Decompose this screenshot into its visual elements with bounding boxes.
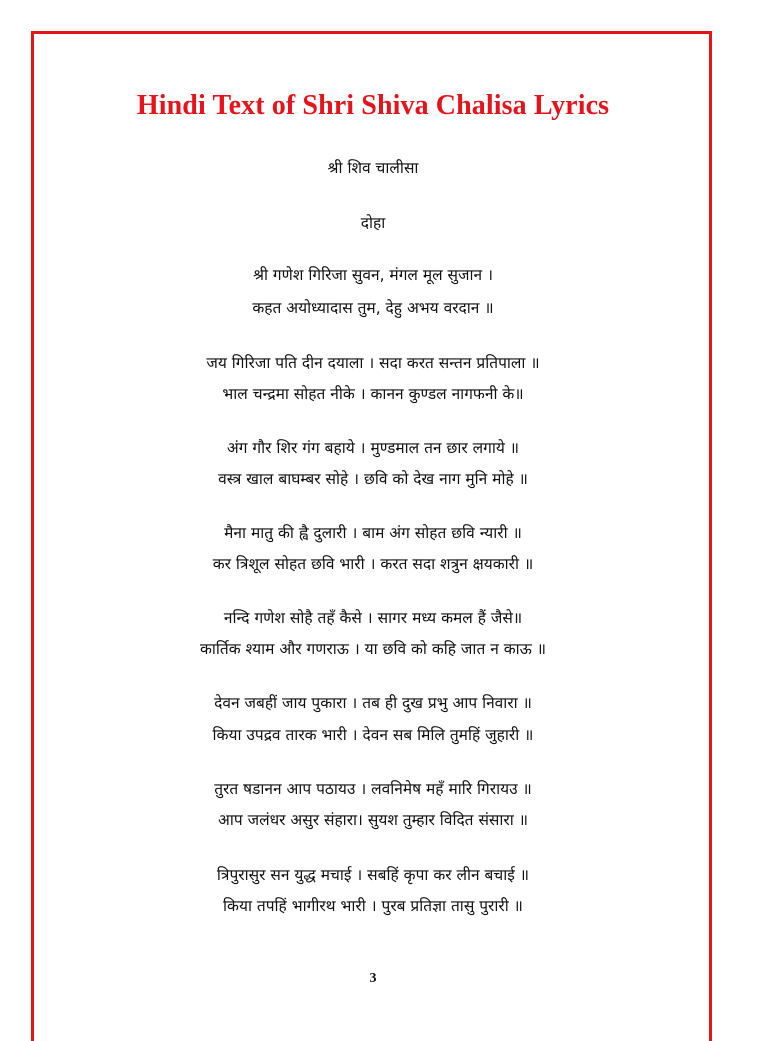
verse-line: मैना मातु की ह्वै दुलारी । बाम अंग सोहत छवि न्यारी ॥ bbox=[224, 524, 522, 542]
verse-line: अंग गौर शिर गंग बहाये । मुण्डमाल तन छार लगाये ॥ bbox=[226, 439, 520, 457]
verse-line: तुरत षडानन आप पठायउ । लवनिमेष महँ मारि गिरायउ ॥ bbox=[214, 780, 532, 798]
verse-line: आप जलंधर असुर संहारा। सुयश तुम्हार विदित संसारा ॥ bbox=[218, 811, 528, 829]
verse-line: देवन जबहीं जाय पुकारा । तब ही दुख प्रभु आप निवारा ॥ bbox=[214, 694, 532, 712]
verse-line: भाल चन्द्रमा सोहत नीके । कानन कुण्डल नागफनी के॥ bbox=[222, 385, 524, 403]
page-number: 3 bbox=[369, 971, 377, 986]
verse-line: कहत अयोध्यादास तुम, देहु अभय वरदान ॥ bbox=[252, 299, 494, 317]
verse-line: जय गिरिजा पति दीन दयाला । सदा करत सन्तन प्रतिपाला ॥ bbox=[206, 354, 540, 372]
page-title: Hindi Text of Shri Shiva Chalisa Lyrics bbox=[136, 90, 610, 121]
verse-line: कर त्रिशूल सोहत छवि भारी । करत सदा शत्रुन क्षयकारी ॥ bbox=[212, 555, 534, 573]
verse-line: किया तपहिं भागीरथ भारी । पुरब प्रतिज्ञा तासु पुरारी ॥ bbox=[223, 897, 523, 915]
doha-heading: दोहा bbox=[360, 214, 386, 232]
verse-line: श्री गणेश गिरिजा सुवन, मंगल मूल सुजान । bbox=[253, 266, 493, 284]
verse-line: नन्दि गणेश सोहै तहँ कैसे । सागर मध्य कमल हैं जैसे॥ bbox=[223, 609, 523, 627]
verse-line: वस्त्र खाल बाघम्बर सोहे । छवि को देख नाग मुनि मोहे ॥ bbox=[218, 470, 528, 488]
verse-line: कार्तिक श्याम और गणराऊ । या छवि को कहि जात न काऊ ॥ bbox=[199, 640, 547, 658]
verse-line: त्रिपुरासुर सन युद्ध मचाई । सबहिं कृपा कर लीन बचाई ॥ bbox=[216, 866, 530, 884]
verse-line: किया उपद्रव तारक भारी । देवन सब मिलि तुमहिं जुहारी ॥ bbox=[212, 726, 534, 744]
chalisa-heading: श्री शिव चालीसा bbox=[327, 159, 419, 177]
